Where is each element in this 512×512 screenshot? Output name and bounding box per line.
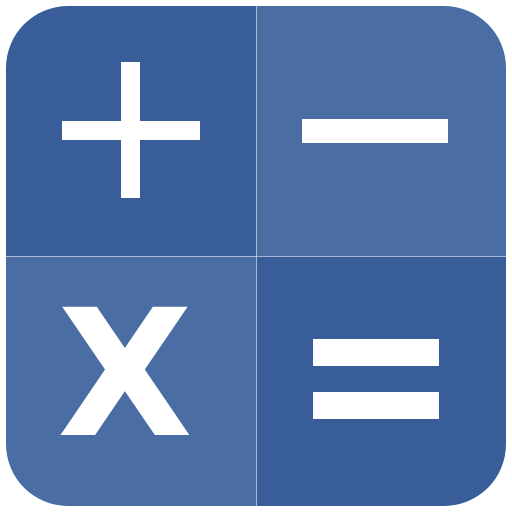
horizontal-divider — [6, 256, 506, 257]
tile-equals — [256, 256, 506, 506]
multiply-icon: X — [57, 272, 193, 477]
app-name — [0, 0, 1, 1]
